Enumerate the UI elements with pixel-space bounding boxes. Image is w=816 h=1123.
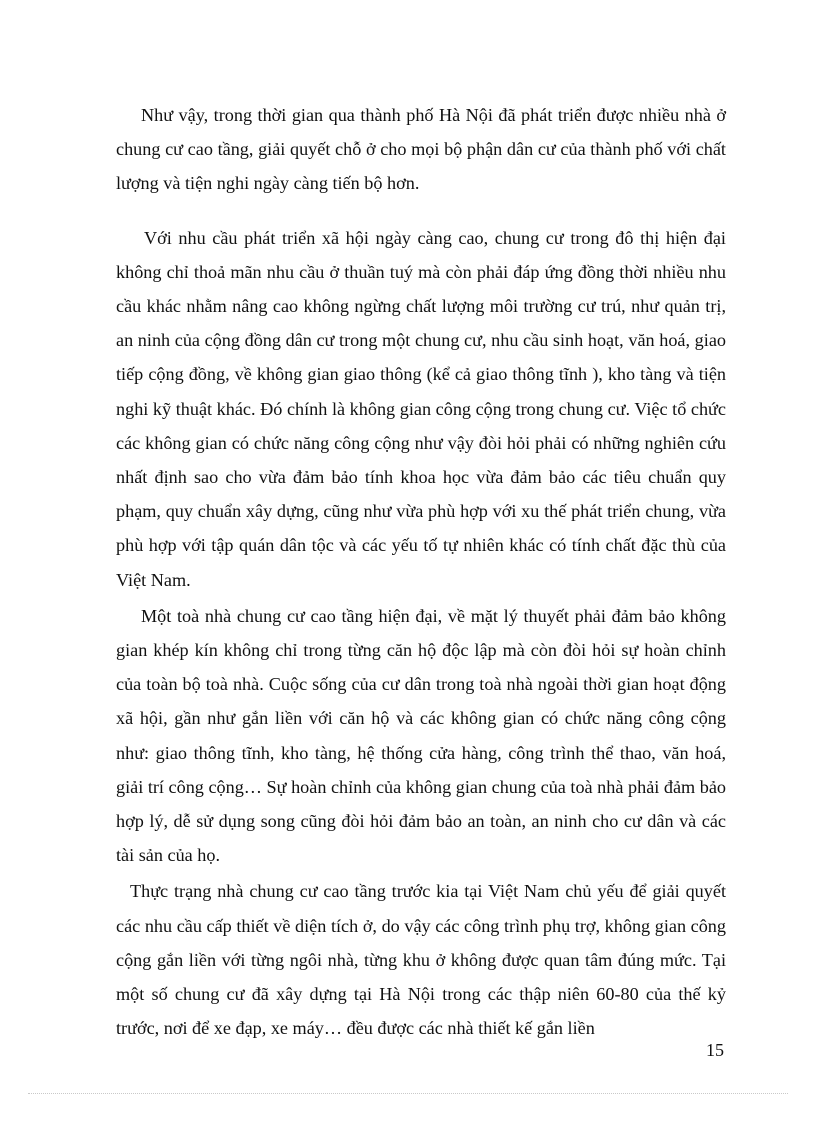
paragraph-2: Với nhu cầu phát triển xã hội ngày càng cao, chung cư trong đô thị hiện đại không chỉ thoả mãn nhu cầu ở thuần tuý mà còn phải đáp ứng đồng thời nhiều nhu cầu khác nhằm nâng cao không ngừng chất lượng môi trường cư trú, như quản trị, an ninh của cộng đồng dân cư trong một chung cư, nhu cầu sinh hoạt, văn hoá, giao tiếp cộng đồng, về không gian giao thông (kể cả giao thông tĩnh ), kho tàng và tiện nghi kỹ thuật khác. Đó chính là không gian công cộng trong chung cư. Việc tổ chức các không gian có chức năng công cộng như vậy đòi hỏi phải có những nghiên cứu nhất định sao cho vừa đảm bảo tính khoa học vừa đảm bảo các tiêu chuẩn quy phạm, quy chuẩn xây dựng, cũng như vừa phù hợp với xu thế phát triển chung, vừa phù hợp với tập quán dân tộc và các yếu tố tự nhiên khác có tính chất đặc thù của Việt Nam. <box>116 227 726 590</box>
paragraph-4: Thực trạng nhà chung cư cao tầng trước kia tại Việt Nam chủ yếu để giải quyết các nhu cầu cấp thiết về diện tích ở, do vậy các công trình phụ trợ, không gian công cộng gắn liền với từng ngôi nhà, từng khu ở không được quan tâm đúng mức. Tại một số chung cư đã xây dựng tại Hà Nội trong các thập niên 60-80 của thế kỷ trước, nơi để xe đạp, xe máy… đều được các nhà thiết kế gắn liền <box>116 881 726 1039</box>
page-bottom-divider <box>28 1093 788 1094</box>
body-text <box>116 98 726 1045</box>
page-number: 15 <box>706 1040 724 1060</box>
paragraph-1: Như vậy, trong thời gian qua thành phố Hà Nội đã phát triển được nhiều nhà ở chung cư cao tầng, giải quyết chỗ ở cho mọi bộ phận dân cư của thành phố với chất lượng và tiện nghi ngày càng tiến bộ hơn. <box>116 105 726 194</box>
paragraph-3: Một toà nhà chung cư cao tầng hiện đại, về mặt lý thuyết phải đảm bảo không gian khép kín không chỉ trong từng căn hộ độc lập mà còn đòi hỏi sự hoàn chỉnh của toàn bộ toà nhà. Cuộc sống của cư dân trong toà nhà ngoài thời gian hoạt động xã hội, gần như gắn liền với căn hộ và các không gian có chức năng công cộng như: giao thông tĩnh, kho tàng, hệ thống cửa hàng, công trình thể thao, văn hoá, giải trí công cộng… Sự hoàn chỉnh của không gian chung của toà nhà phải đảm bảo hợp lý, dễ sử dụng song cũng đòi hỏi đảm bảo an toàn, an ninh cho cư dân và các tài sản của họ. <box>116 605 726 866</box>
